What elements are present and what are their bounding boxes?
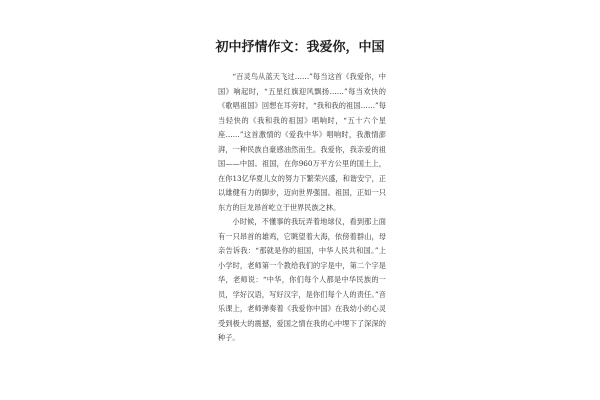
document-title: 初中抒情作文：我爱你，中国 <box>215 40 385 55</box>
paragraph-2: 小时候，不懂事的我玩弄着地球仪，看到那上面有一只昂首的雄鸡，它眺望着大海，依傍着群山，母亲告诉我：“那就是你的祖国，中华人民共和国。”上小学时，老师第一个教给我们的字是中，第二个字是华，老师说：“中华，你们每个人都是中华民族的一员，学好汉语，写好汉字，是你们每个人的责任。”音乐课上，老师弹奏着《我爱你中国》在我幼小的心灵受到极大的震撼，爱国之情在我的心中埋下了深深的种子。 <box>218 217 386 342</box>
paragraph-1: “百灵鸟从蓝天飞过……”每当这首《我爱你，中国》响起时，“五星红旗迎风飘扬……”每当欢快的《歌唱祖国》回想在耳旁时，“我和我的祖国……”每当轻快的《我和我的祖国》唱响时，“五十六个星座……”这首激情的《爱我中华》唱响时，我激情澎湃，一种民族自豪感油然而生。我爱你，我亲爱的祖国——中国。祖国，在你960万平方公里的国土上，在你13亿华夏儿女的努力下繁荣兴盛，和谐安宁，正以雄健有力的脚步，迈向世界强国。祖国，正如一只东方的巨龙昂首屹立于世界民族之林。 <box>218 72 386 212</box>
document-body <box>218 70 386 346</box>
